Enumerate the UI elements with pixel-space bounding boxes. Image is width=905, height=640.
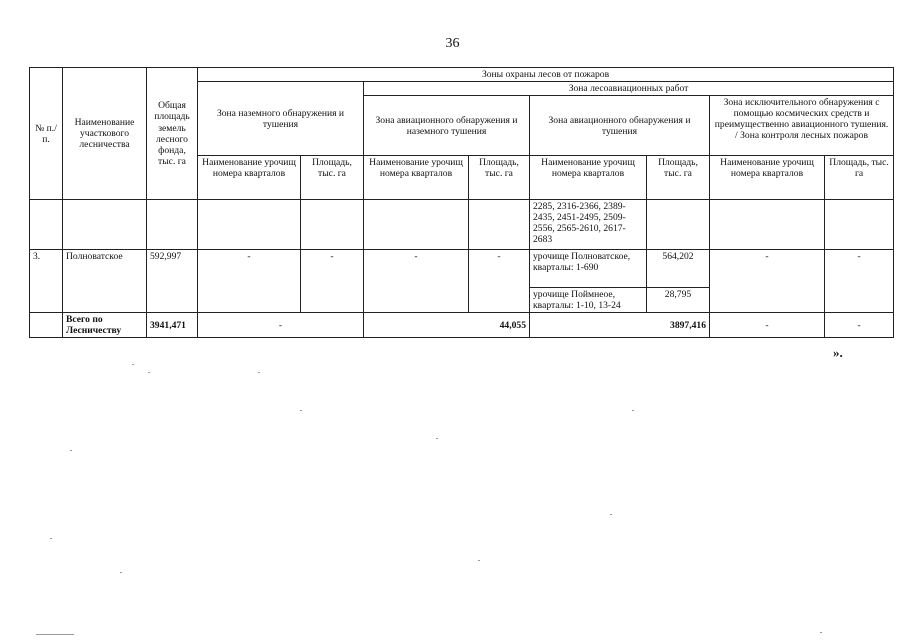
- cell-row3-num: 3.: [30, 250, 63, 313]
- cell-row3-avia-area-2: 28,795: [647, 288, 710, 313]
- header-avia-ground-zone: Зона авиационного обнаружения и наземного тушения: [364, 96, 530, 156]
- cell-row3-avia-names-1: урочище Полноватское, кварталы: 1-690: [530, 250, 647, 288]
- subheader-excl-area: Площадь, тыс. га: [825, 156, 894, 200]
- subheader-avia-names: Наименование урочищ номера кварталов: [530, 156, 647, 200]
- subheader-avia-area: Площадь, тыс. га: [647, 156, 710, 200]
- cell-total-excl-area: -: [825, 313, 894, 338]
- subheader-ground-names: Наименование урочищ номера кварталов: [198, 156, 301, 200]
- table-row: [30, 200, 894, 250]
- cell-avia-names-cont: 2285, 2316-2366, 2389-2435, 2451-2495, 2509-2556, 2565-2610, 2617-2683: [530, 200, 647, 250]
- cell-total-label: Всего по Лесничеству: [63, 313, 147, 338]
- subheader-excl-names: Наименование урочищ номера кварталов: [710, 156, 825, 200]
- cell-row3-ground-names: -: [198, 250, 301, 313]
- cell-row3-avia-ground-area: -: [469, 250, 530, 313]
- header-area-total: Общая площадь земель лесного фонда, тыс. га: [147, 68, 198, 200]
- cell-total-avia-area: 3897,416: [530, 313, 710, 338]
- cell-row3-avia-ground-names: -: [364, 250, 469, 313]
- cell-row3-area-total: 592,997: [147, 250, 198, 313]
- cell-total-excl-names: -: [710, 313, 825, 338]
- header-zones-title: Зоны охраны лесов от пожаров: [198, 68, 894, 82]
- header-num: № п./п.: [30, 68, 63, 200]
- header-exclusive-zone: Зона исключительного обнаружения с помощью космических средств и преимущественно авиационного тушения. / Зона контроля лесных пожаров: [710, 96, 894, 156]
- header-avia-zone: Зона авиационного обнаружения и тушения: [530, 96, 710, 156]
- cell-row3-excl-area: -: [825, 250, 894, 313]
- table-row: [30, 250, 894, 288]
- page-number: 36: [445, 36, 460, 51]
- table-row: [30, 313, 894, 338]
- subheader-ground-area: Площадь, тыс. га: [301, 156, 364, 200]
- cell-total-avia-ground-area: 44,055: [364, 313, 530, 338]
- cell-row3-ground-area: -: [301, 250, 364, 313]
- cell-row3-avia-names-2: урочище Поймнеое, кварталы: 1-10, 13-24: [530, 288, 647, 313]
- cell-row3-excl-names: -: [710, 250, 825, 313]
- header-ground-zone: Зона наземного обнаружения и тушения: [198, 82, 364, 156]
- cell-total-ground-area: -: [198, 313, 364, 338]
- cell-row3-name: Полноватское: [63, 250, 147, 313]
- cell-row3-avia-area-1: 564,202: [647, 250, 710, 288]
- forest-zones-table: [29, 67, 894, 338]
- header-name: Наименование участкового лесничества: [63, 68, 147, 200]
- header-aviation-works: Зона лесоавиационных работ: [364, 82, 894, 96]
- closing-quote-mark: ».: [833, 345, 843, 360]
- subheader-avia-ground-names: Наименование урочищ номера кварталов: [364, 156, 469, 200]
- cell-total-area: 3941,471: [147, 313, 198, 338]
- subheader-avia-ground-area: Площадь, тыс. га: [469, 156, 530, 200]
